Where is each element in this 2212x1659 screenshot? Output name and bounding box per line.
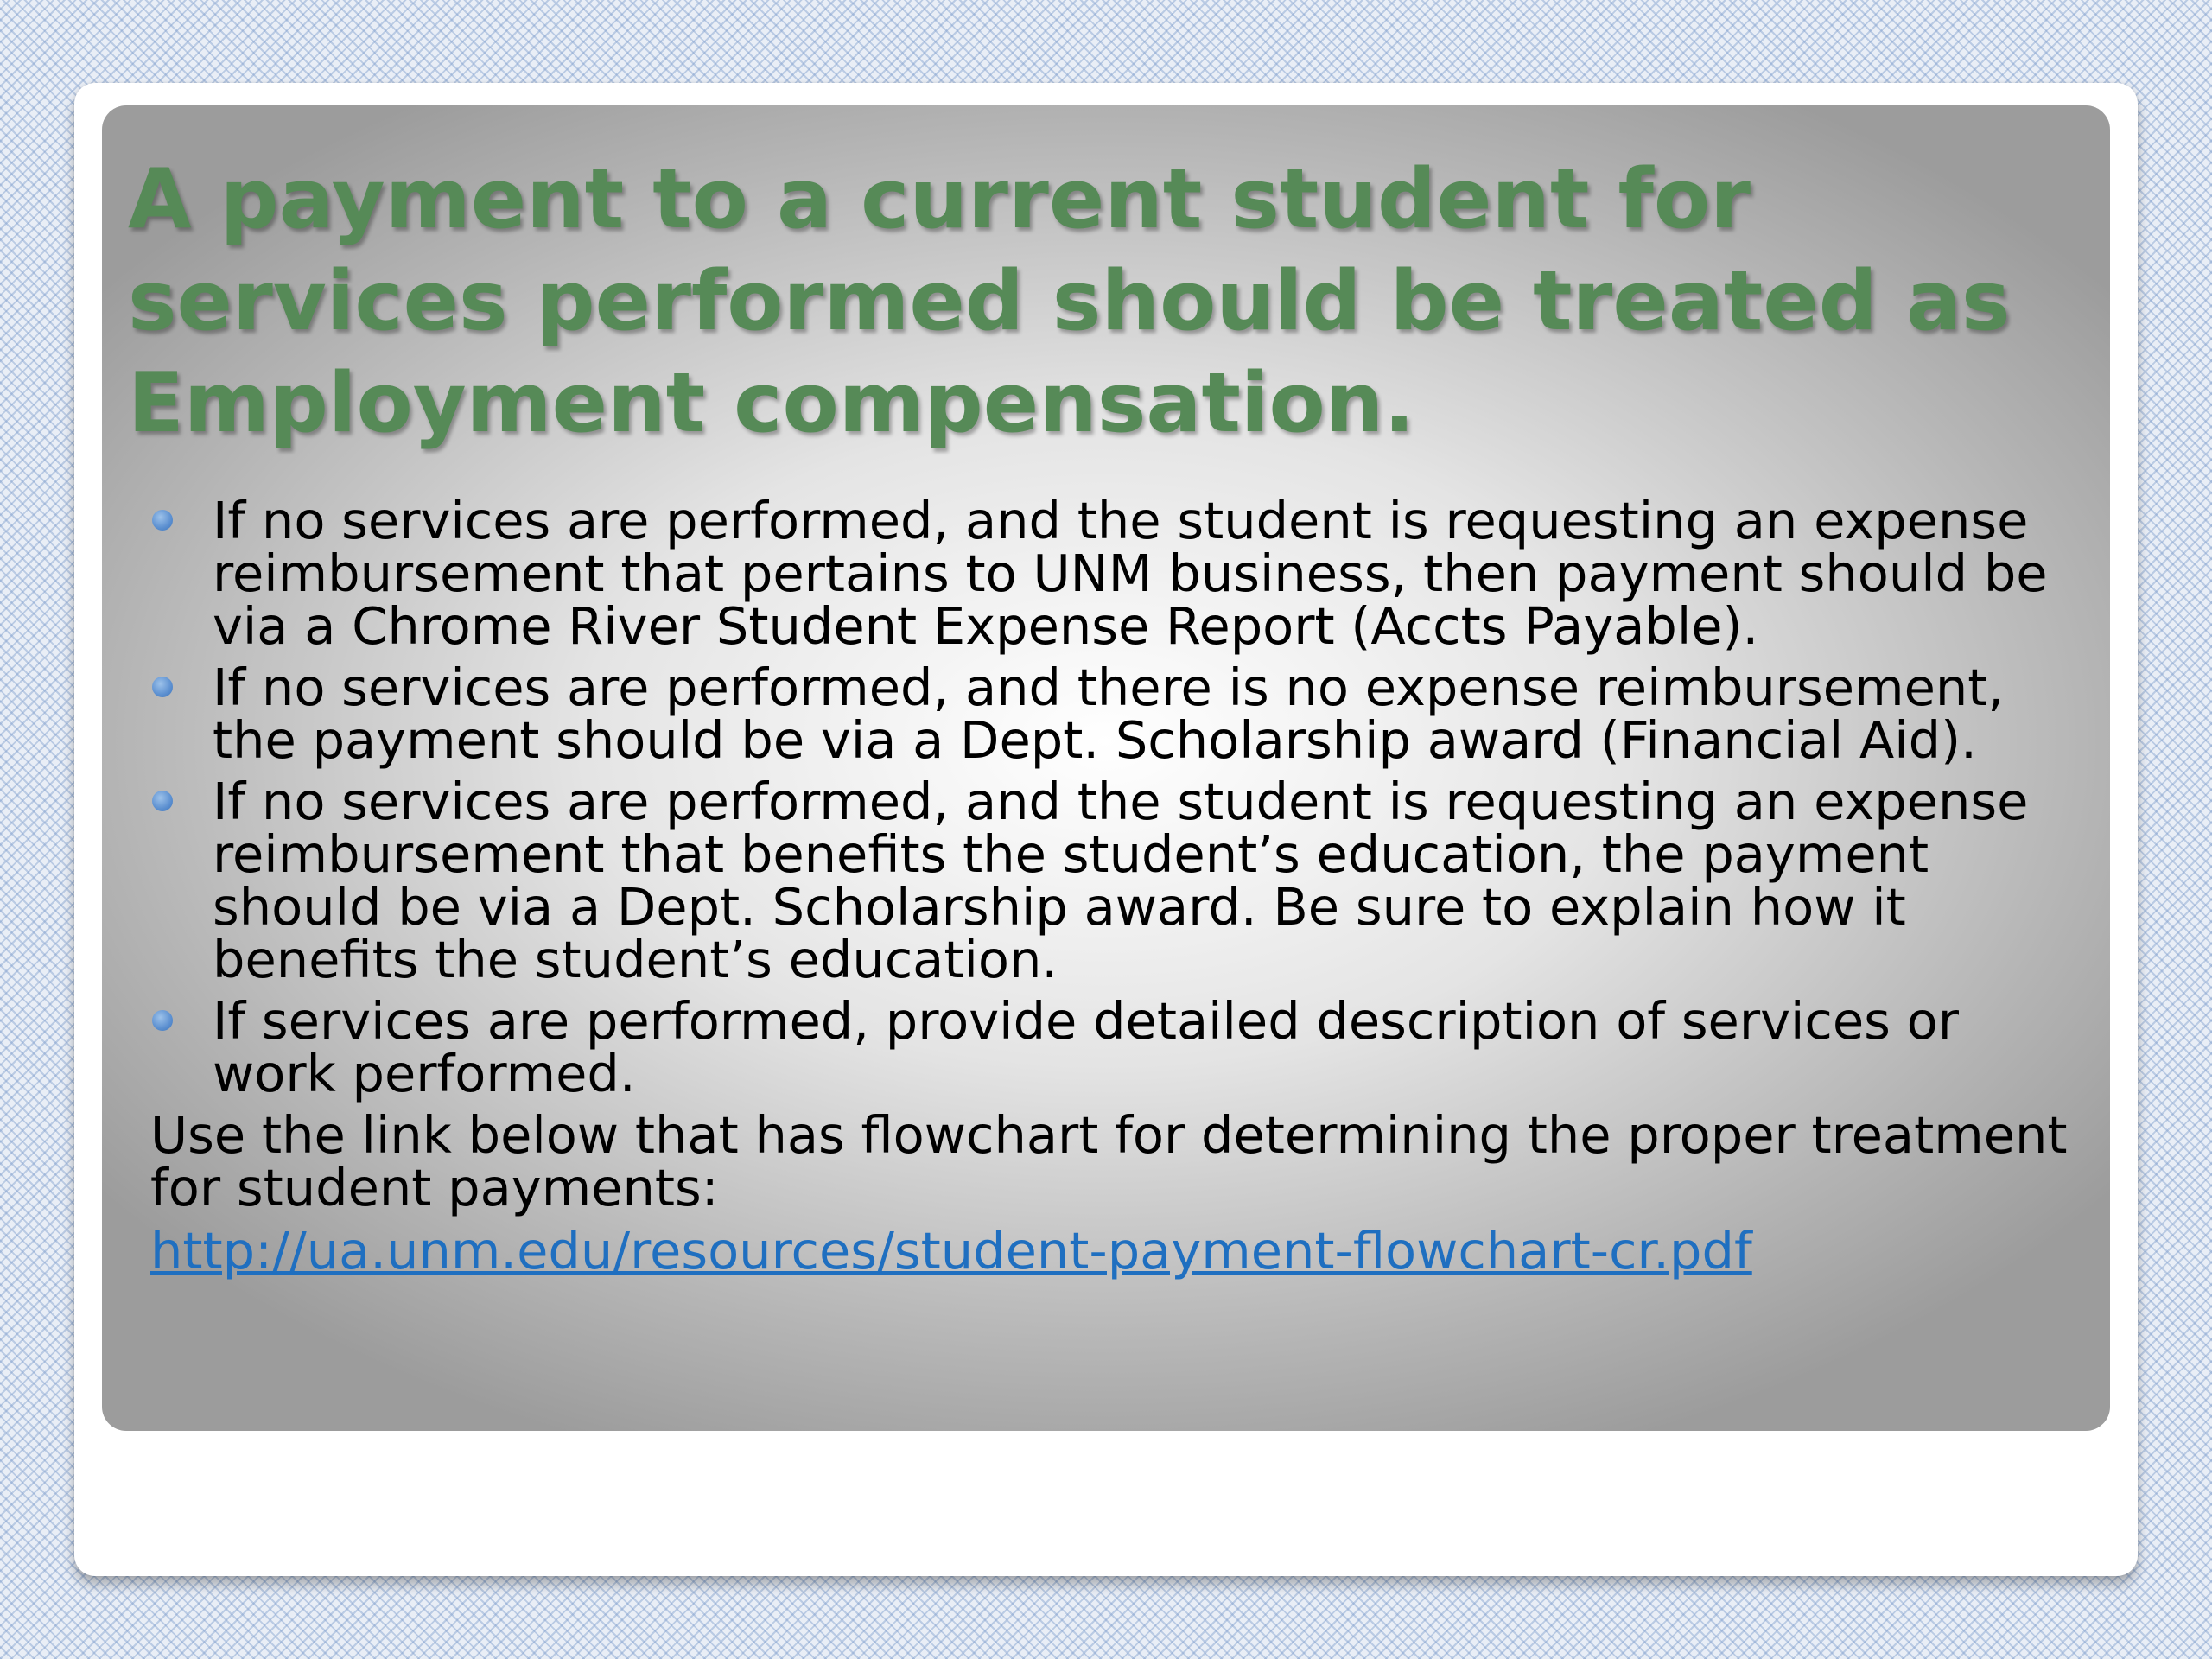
bullet-item	[150, 658, 2086, 770]
slide-content-panel	[102, 105, 2110, 1431]
bullet-item	[150, 991, 2086, 1103]
slide-title: A payment to a current student for services performed should be treated as Employment compensation.	[128, 152, 2011, 451]
bullet-list	[150, 491, 2086, 1103]
bullet-dot-icon	[152, 510, 173, 531]
flowchart-note: Use the link below that has flowchart for determining the proper treatment for student payments:	[150, 1105, 2068, 1217]
bullet-text: If no services are performed, and the student is requesting an expense reimbursement that benefits the student’s education, the payment should be via a Dept. Scholarship award. Be sure to explain how it benefits the student’s education.	[213, 772, 2029, 989]
bullet-dot-icon	[152, 677, 173, 697]
bullet-text: If no services are performed, and there is no expense reimbursement, the payment should be via a Dept. Scholarship award (Financial Aid).	[213, 658, 2005, 770]
bullet-dot-icon	[152, 791, 173, 811]
bullet-item	[150, 491, 2086, 656]
slide-body	[150, 491, 2086, 1281]
bullet-item	[150, 772, 2086, 989]
bullet-text: If no services are performed, and the student is requesting an expense reimbursement that pertains to UNM business, then payment should be via a Chrome River Student Expense Report (Accts Payable).	[213, 491, 2048, 656]
bullet-dot-icon	[152, 1010, 173, 1031]
flowchart-link[interactable]: http://ua.unm.edu/resources/student-payment-flowchart-cr.pdf	[150, 1221, 1752, 1281]
bullet-text: If services are performed, provide detailed description of services or work performed.	[213, 991, 1960, 1103]
